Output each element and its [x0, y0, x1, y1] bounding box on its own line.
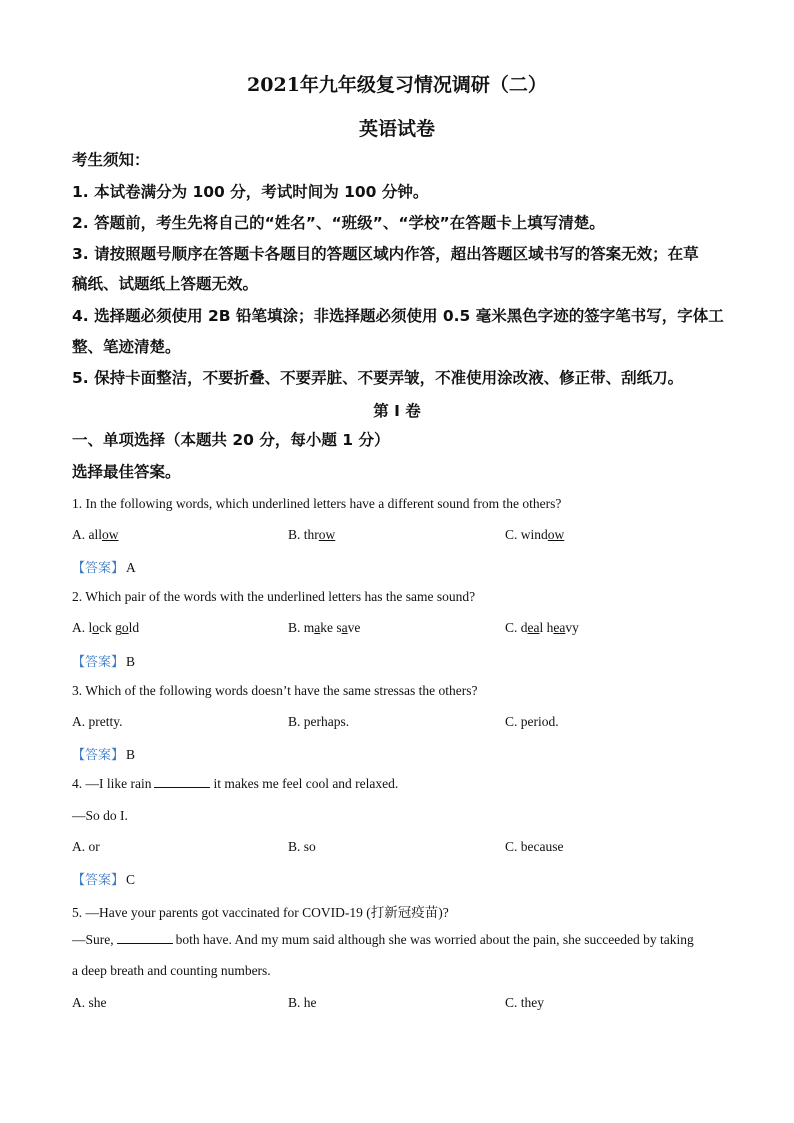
option-a: A. or — [72, 839, 100, 854]
notice-line: 稿纸、试题纸上答题无效。 — [72, 275, 259, 293]
option-a: A. lock gold — [72, 620, 140, 635]
notice-line: 5. 保持卡面整洁，不要折叠、不要弄脏、不要弄皱，不准使用涂改液、修正带、刮纸刀。 — [72, 369, 684, 387]
answer-blank — [154, 776, 210, 788]
section-heading: 一、单项选择（本题共 20 分，每小题 1 分） — [72, 431, 390, 449]
option-b: B. he — [288, 995, 317, 1010]
notice-line: 整、笔迹清楚。 — [72, 338, 181, 356]
option-c: C. because — [505, 839, 564, 854]
answer-tag: 【答案】 — [72, 873, 125, 888]
answer-line — [72, 744, 135, 763]
question-stem: 2. Which pair of the words with the underlined letters has the same sound? — [72, 589, 476, 604]
option-c: C. deal heavy — [505, 620, 579, 635]
question-reply: —So do I. — [72, 808, 128, 823]
answer-blank — [117, 932, 173, 944]
answer-line — [72, 557, 136, 576]
option-b: B. perhaps. — [288, 714, 350, 729]
option-b: B. so — [288, 839, 316, 854]
answer-value: C — [126, 872, 136, 887]
answer-tag: 【答案】 — [72, 561, 125, 576]
notice-line: 3. 请按照题号顺序在答题卡各题目的答题区域内作答，超出答题区域书写的答案无效；在草 — [72, 245, 699, 263]
notice-line: 2. 答题前，考生先将自己的“姓名”、“班级”、“学校”在答题卡上填写清楚。 — [72, 214, 605, 232]
answer-line — [72, 869, 135, 888]
question-line: a deep breath and counting numbers. — [72, 963, 271, 978]
answer-value: A — [126, 560, 136, 575]
option-c: C. they — [505, 995, 544, 1010]
option-a: A. she — [72, 995, 107, 1010]
option-a: A. pretty. — [72, 714, 123, 729]
question-stem: 4. —I like rain it makes me feel cool and relaxed. — [72, 776, 399, 791]
option-b: B. make save — [288, 620, 361, 635]
option-a: A. allow — [72, 527, 119, 542]
option-b: B. throw — [288, 527, 336, 542]
section-instruction: 选择最佳答案。 — [72, 463, 181, 481]
answer-line — [72, 651, 135, 670]
answer-value: B — [126, 654, 136, 669]
question-stem: 3. Which of the following words doesn’t have the same stressas the others? — [72, 683, 478, 698]
option-c: C. period. — [505, 714, 559, 729]
question-stem: 5. —Have your parents got vaccinated for COVID-19 (打新冠疫苗)? — [72, 905, 449, 920]
notice-heading: 考生须知： — [72, 151, 150, 169]
question-stem: 1. In the following words, which underlined letters have a different sound from the others? — [72, 496, 562, 511]
answer-value: B — [126, 747, 136, 762]
notice-line: 4. 选择题必须使用 2B 铅笔填涂；非选择题必须使用 0.5 毫米黑色字迹的签字笔书写，字体工 — [72, 307, 724, 325]
question-line: —Sure, both have. And my mum said although she was worried about the pain, she succeeded by taking — [72, 932, 694, 947]
part-label: 第 I 卷 — [373, 402, 421, 420]
page-title: 2021年九年级复习情况调研（二） — [247, 74, 547, 96]
answer-tag: 【答案】 — [72, 655, 125, 670]
option-c: C. window — [505, 527, 565, 542]
page-subtitle: 英语试卷 — [358, 118, 435, 140]
notice-line: 1. 本试卷满分为 100 分，考试时间为 100 分钟。 — [72, 183, 429, 201]
answer-tag: 【答案】 — [72, 748, 125, 763]
